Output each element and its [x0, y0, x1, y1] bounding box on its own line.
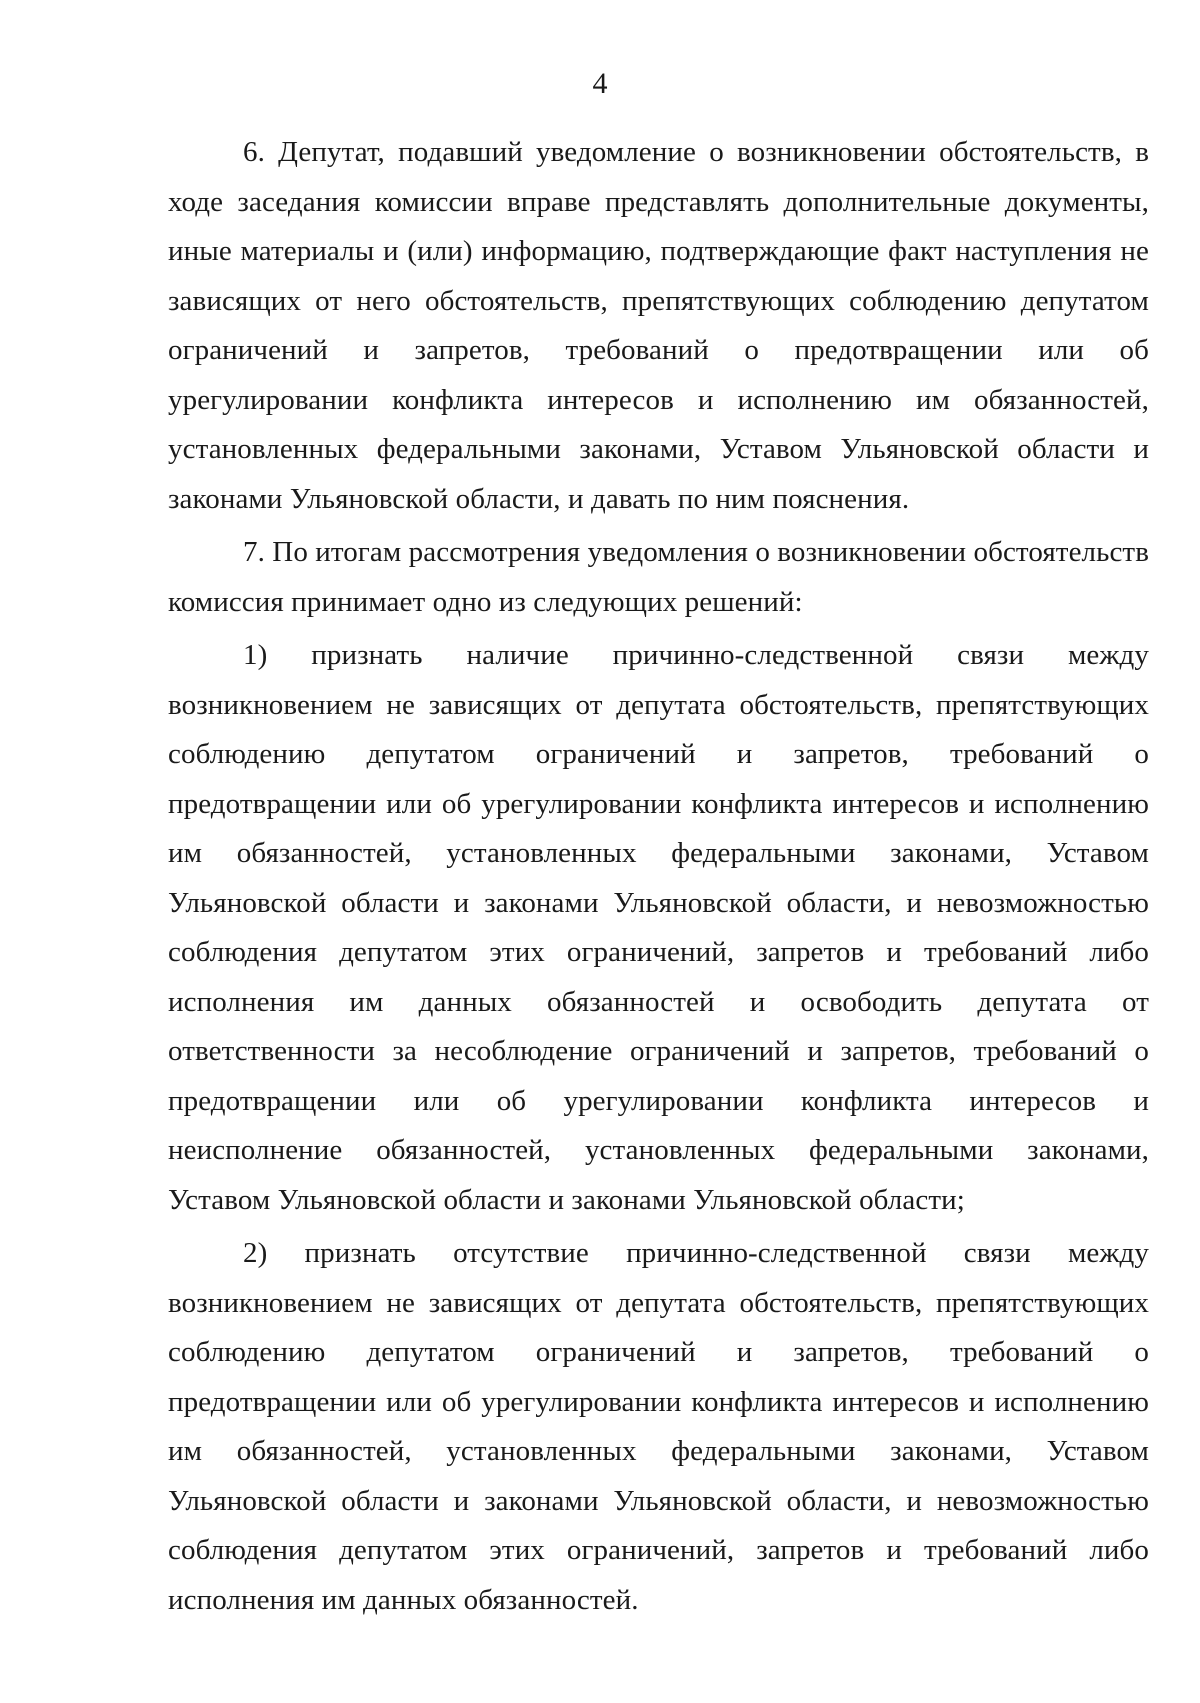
page-number: 4 [592, 67, 608, 100]
paragraph-7: 7. По итогам рассмотрения уведомления о возникновении обстоятельств комиссия принимает одно из следующих решений: [168, 536, 1149, 618]
paragraph-7-item-2: 2) признать отсутствие причинно-следственной связи между возникновением не зависящих от депутата обстоятельств, препятствующих соблюдению депутатом ограничений и запретов, требований о предотвращении или об урегулировании конфликта интересов и исполнению им обязанностей, установленных федеральными законами, Уставом Ульяновской области и законами Ульяновской области, и невозможностью соблюдения депутатом этих ограничений, запретов и требований либо исполнения им данных обязанностей. [168, 1237, 1149, 1616]
document-body [168, 128, 1149, 1625]
paragraph-6: 6. Депутат, подавший уведомление о возникновении обстоятельств, в ходе заседания комиссии вправе представлять дополнительные документы, иные материалы и (или) информацию, подтверждающие факт наступления не зависящих от него обстоятельств, препятствующих соблюдению депутатом ограничений и запретов, требований о предотвращении или об урегулировании конфликта интересов и исполнению им обязанностей, установленных федеральными законами, Уставом Ульяновской области и законами Ульяновской области, и давать по ним пояснения. [168, 136, 1149, 515]
paragraph-7-item-1: 1) признать наличие причинно-следственной связи между возникновением не зависящих от депутата обстоятельств, препятствующих соблюдению депутатом ограничений и запретов, требований о предотвращении или об урегулировании конфликта интересов и исполнению им обязанностей, установленных федеральными законами, Уставом Ульяновской области и законами Ульяновской области, и невозможностью соблюдения депутатом этих ограничений, запретов и требований либо исполнения им данных обязанностей и освободить депутата от ответственности за несоблюдение ограничений и запретов, требований о предотвращении или об урегулировании конфликта интересов и неисполнение обязанностей, установленных федеральными законами, Уставом Ульяновской области и законами Ульяновской области; [168, 639, 1149, 1216]
